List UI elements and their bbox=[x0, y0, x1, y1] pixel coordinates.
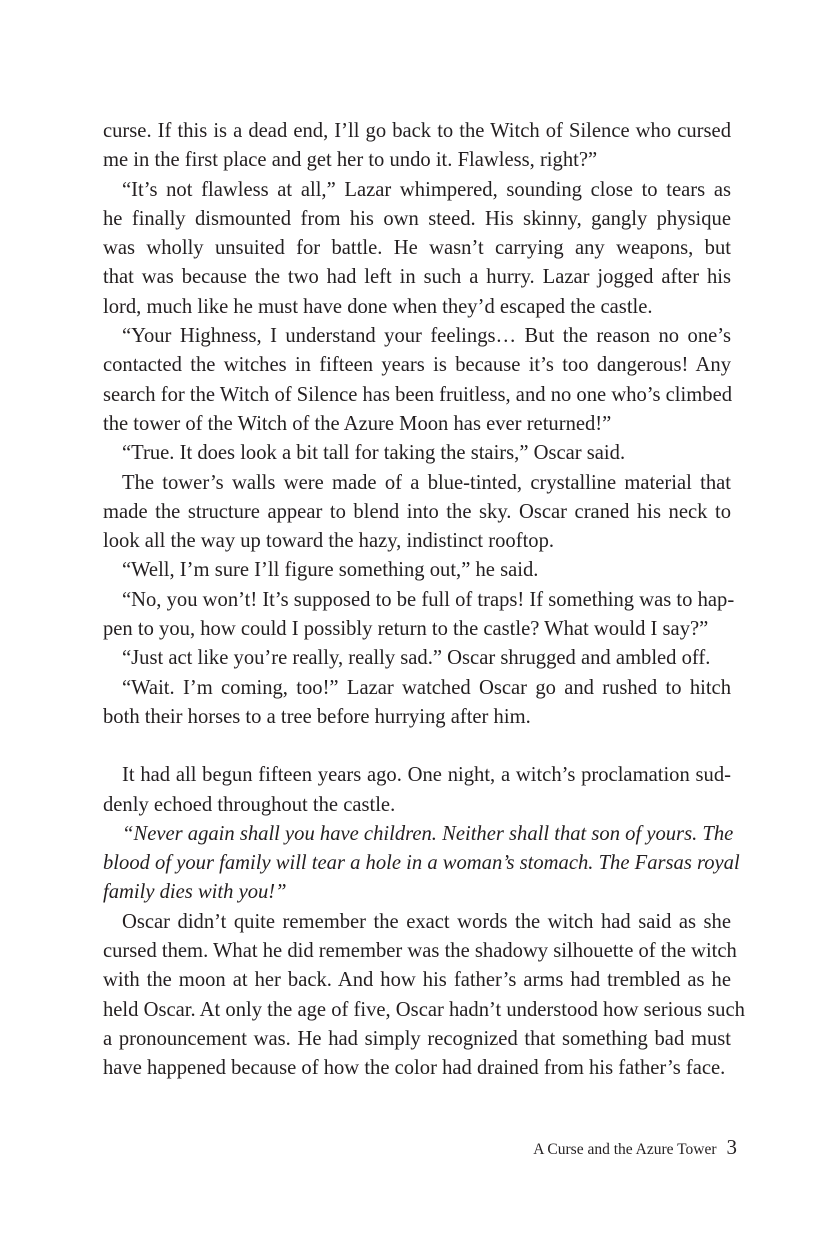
text-line: search for the Witch of Silence has been fruitless, and no one who’s climbed bbox=[103, 383, 733, 406]
text-line: with the moon at her back. And how his father’s arms had trembled as he bbox=[103, 969, 731, 992]
text-line: both their horses to a tree before hurrying after him. bbox=[103, 705, 531, 728]
text-line: “Never again shall you have children. Neither shall that son of yours. The bbox=[122, 822, 734, 845]
text-line: that was because the two had left in such a hurry. Lazar jogged after his bbox=[103, 266, 731, 289]
text-line: It had all begun fifteen years ago. One night, a witch’s proclamation sud- bbox=[122, 764, 731, 787]
text-line: “No, you won’t! It’s supposed to be full of traps! If something was to hap- bbox=[122, 588, 735, 611]
text-line: “It’s not flawless at all,” Lazar whimpered, sounding close to tears as bbox=[122, 178, 731, 201]
text-line: denly echoed throughout the castle. bbox=[103, 793, 396, 816]
page-body bbox=[103, 117, 745, 1084]
text-line: held Oscar. At only the age of five, Oscar hadn’t understood how serious such bbox=[103, 998, 745, 1021]
text-line: “Your Highness, I understand your feelings… But the reason no one’s bbox=[122, 325, 731, 348]
text-line: have happened because of how the color had drained from his father’s face. bbox=[103, 1057, 726, 1080]
text-line: family dies with you!” bbox=[103, 881, 287, 904]
text-line: look all the way up toward the hazy, indistinct rooftop. bbox=[103, 530, 555, 553]
text-line: blood of your family will tear a hole in a woman’s stomach. The Farsas royal bbox=[103, 852, 740, 875]
text-line: a pronouncement was. He had simply recognized that something bad must bbox=[103, 1027, 731, 1050]
section-break bbox=[103, 732, 731, 761]
text-line: “Well, I’m sure I’ll figure something out,” he said. bbox=[122, 559, 539, 582]
text-line: cursed them. What he did remember was the shadowy silhouette of the witch bbox=[103, 940, 737, 963]
text-line: made the structure appear to blend into the sky. Oscar craned his neck to bbox=[103, 500, 731, 523]
text-line: Oscar didn’t quite remember the exact words the witch had said as she bbox=[122, 910, 731, 933]
text-line: the tower of the Witch of the Azure Moon has ever returned!” bbox=[103, 412, 612, 435]
page-number: 3 bbox=[726, 1135, 737, 1159]
text-line: was wholly unsuited for battle. He wasn’t carrying any weapons, but bbox=[103, 237, 731, 260]
text-line: The tower’s walls were made of a blue-tinted, crystalline material that bbox=[122, 471, 731, 494]
text-line: “Wait. I’m coming, too!” Lazar watched Oscar go and rushed to hitch bbox=[122, 676, 731, 699]
text-line: “Just act like you’re really, really sad.” Oscar shrugged and ambled off. bbox=[122, 647, 711, 670]
text-line: lord, much like he must have done when they’d escaped the castle. bbox=[103, 295, 653, 318]
text-line: pen to you, how could I possibly return to the castle? What would I say?” bbox=[103, 618, 709, 641]
text-line: he finally dismounted from his own steed. His skinny, gangly physique bbox=[103, 207, 731, 230]
text-line: me in the first place and get her to undo it. Flawless, right?” bbox=[103, 149, 598, 172]
running-head: A Curse and the Azure Tower bbox=[533, 1141, 717, 1158]
text-line: contacted the witches in fifteen years is because it’s too dangerous! Any bbox=[103, 354, 731, 377]
text-line: curse. If this is a dead end, I’ll go back to the Witch of Silence who cursed bbox=[103, 120, 731, 142]
text-line: “True. It does look a bit tall for taking the stairs,” Oscar said. bbox=[122, 442, 626, 465]
page-footer bbox=[533, 1135, 737, 1160]
